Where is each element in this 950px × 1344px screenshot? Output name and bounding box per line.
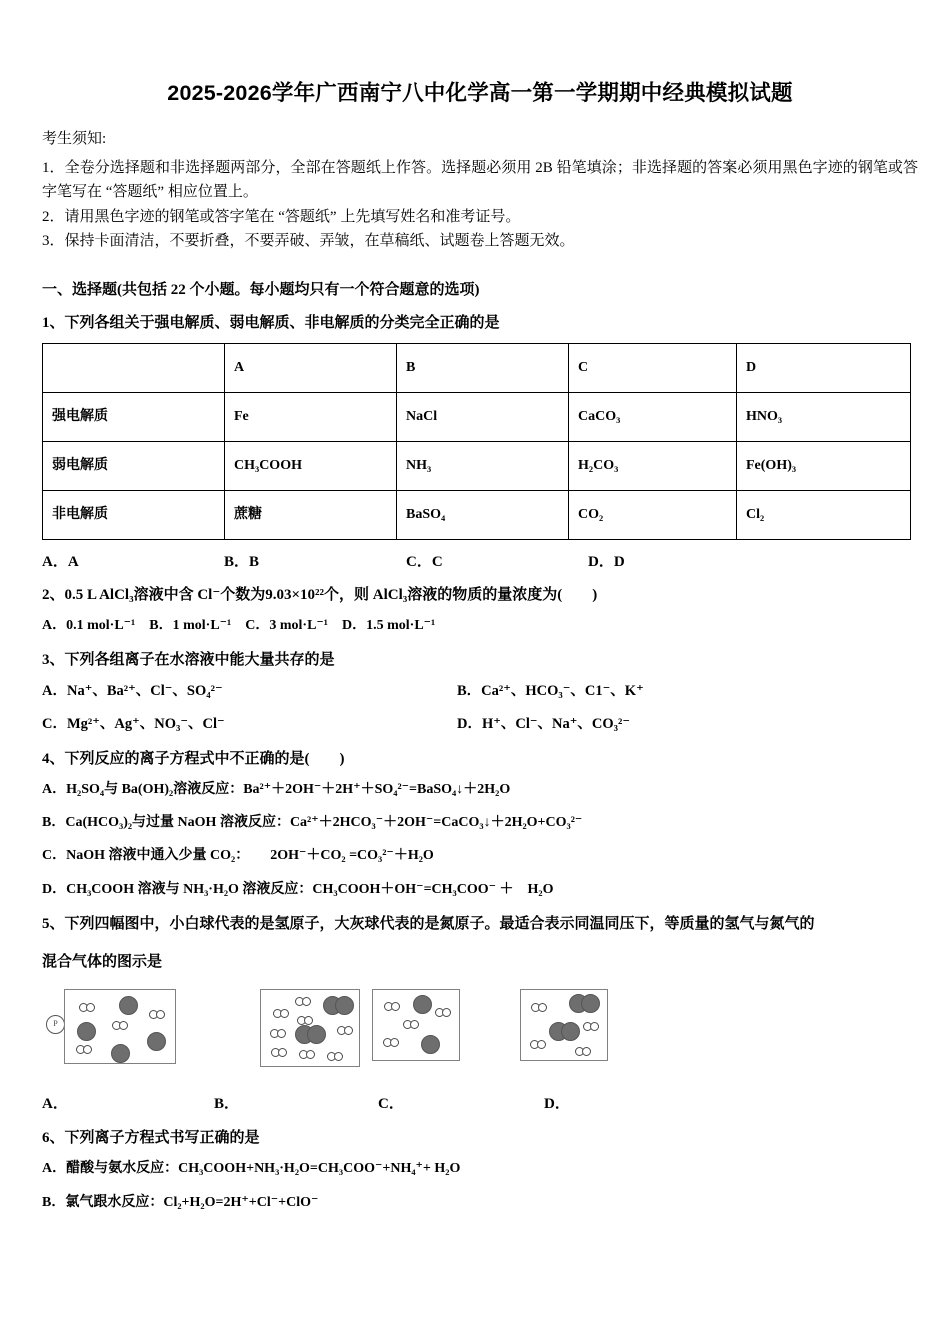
- table-row: [43, 490, 911, 539]
- cell-weak-d: Fe(OH)₃: [737, 441, 911, 490]
- question-1-option-a[interactable]: A．A: [42, 553, 79, 570]
- question-1-option-b[interactable]: B．B: [224, 553, 260, 570]
- table-header-cell-0: [43, 343, 225, 392]
- question-5-option-b[interactable]: B．: [214, 1096, 240, 1113]
- question-1-option-c[interactable]: C．C: [406, 553, 443, 570]
- hydrogen-molecule: [79, 1003, 95, 1012]
- question-5-option-labels: [42, 1092, 918, 1118]
- notice-heading: 考生须知:: [42, 130, 107, 147]
- cell-weak-b: NH₃: [397, 441, 569, 490]
- table-header-cell-c: C: [569, 343, 737, 392]
- table-header-cell-b: B: [397, 343, 569, 392]
- cell-non-a: 蔗糖: [225, 490, 397, 539]
- question-1-options: [42, 550, 918, 571]
- question-3-options-row-1: [42, 680, 918, 703]
- notice-item-3: 3．保持卡面清洁，不要折叠，不要弄破、弄皱，在草稿纸、试题卷上答题无效。: [42, 233, 575, 250]
- question-1-option-d[interactable]: D．D: [588, 553, 625, 570]
- page-title: 2025-2026学年广西南宁八中化学高一第一学期期中经典模拟试题: [167, 81, 793, 105]
- cell-weak-c: H₂CO₃: [569, 441, 737, 490]
- nitrogen-atom: [421, 1035, 440, 1054]
- hydrogen-molecule: [149, 1010, 165, 1019]
- question-5-stem-line-2: 混合气体的图示是: [42, 954, 163, 971]
- nitrogen-atom: [77, 1022, 96, 1041]
- cell-non-d: Cl₂: [737, 490, 911, 539]
- hydrogen-molecule: [297, 1016, 313, 1025]
- nitrogen-atom: [335, 996, 354, 1015]
- question-5-figure-row: [42, 984, 918, 1088]
- nitrogen-atom: [119, 996, 138, 1015]
- row-label-strong-electrolyte: 强电解质: [43, 392, 225, 441]
- row-label-non-electrolyte: 非电解质: [43, 490, 225, 539]
- question-5-option-c[interactable]: C．: [378, 1096, 404, 1113]
- table-row: [43, 441, 911, 490]
- table-row: [43, 343, 911, 392]
- hydrogen-molecule: [583, 1022, 599, 1031]
- question-6-option-b[interactable]: B．氯气跟水反应：Cl₂+H₂O=2H⁺+Cl⁻+ClO⁻: [42, 1194, 319, 1210]
- question-4-option-b[interactable]: B．Ca(HCO₃)₂与过量 NaOH 溶液反应：Ca²⁺＋2HCO₃⁻＋2OH⁻=CaCO₃↓＋2H₂O+CO₃²⁻: [42, 815, 583, 831]
- nitrogen-atom: [581, 994, 600, 1013]
- cell-non-b: BaSO₄: [397, 490, 569, 539]
- question-3-option-d[interactable]: D．H⁺、Cl⁻、Na⁺、CO₃²⁻: [457, 716, 631, 733]
- nitrogen-atom: [147, 1032, 166, 1051]
- electrolyte-classification-table: [42, 343, 911, 540]
- cell-strong-d: HNO₃: [737, 392, 911, 441]
- question-3-option-a[interactable]: A．Na⁺、Ba²⁺、Cl⁻、SO₄²⁻: [42, 683, 223, 700]
- hydrogen-molecule: [531, 1003, 547, 1012]
- question-4-option-d[interactable]: D．CH₃COOH 溶液与 NH₃·H₂O 溶液反应：CH₃COOH＋OH⁻=CH₃COO⁻ ＋ H₂O: [42, 881, 554, 897]
- question-1-stem: 1、下列各组关于强电解质、弱电解质、非电解质的分类完全正确的是: [42, 314, 500, 331]
- hydrogen-molecule: [299, 1050, 315, 1059]
- page-content: [42, 80, 918, 1225]
- table-row: [43, 392, 911, 441]
- hydrogen-molecule: [383, 1038, 399, 1047]
- molecule-box-c: [372, 989, 460, 1061]
- question-5-stem-line-1: 5、下列四幅图中，小白球代表的是氢原子，大灰球代表的是氮原子。最适合表示同温同压下，等质量的氢气与氮气的: [42, 916, 815, 933]
- hydrogen-molecule: [112, 1021, 128, 1030]
- hydrogen-molecule: [327, 1052, 343, 1061]
- notice-item-1: 1．全卷分选择题和非选择题两部分，全部在答题纸上作答。选择题必须用 2B 铅笔填涂；非选择题的答案必须用黑色字迹的钢笔或答字笔写在 “答题纸” 相应位置上。: [42, 160, 918, 201]
- molecule-box-b: [260, 989, 360, 1067]
- hydrogen-molecule: [271, 1048, 287, 1057]
- cell-weak-a: CH₃COOH: [225, 441, 397, 490]
- hydrogen-molecule: [530, 1040, 546, 1049]
- question-4-option-a[interactable]: A．H₂SO₄与 Ba(OH)₂溶液反应：Ba²⁺＋2OH⁻＋2H⁺＋SO₄²⁻=BaSO₄↓＋2H₂O: [42, 781, 511, 797]
- notice-item-2: 2．请用黑色字迹的钢笔或答字笔在 “答题纸” 上先填写姓名和准考证号。: [42, 208, 521, 225]
- cell-strong-c: CaCO₃: [569, 392, 737, 441]
- candidate-notice: [42, 128, 918, 253]
- molecule-box-d: [520, 989, 608, 1061]
- question-6-stem: 6、下列离子方程式书写正确的是: [42, 1130, 260, 1147]
- hydrogen-molecule: [403, 1020, 419, 1029]
- nitrogen-atom: [413, 995, 432, 1014]
- question-2-stem: 2、0.5 L AlCl₃溶液中含 Cl⁻个数为9.03×10²²个，则 AlCl₃溶液的物质的量浓度为( ): [42, 586, 598, 603]
- nitrogen-atom: [111, 1044, 130, 1063]
- hydrogen-molecule: [273, 1009, 289, 1018]
- question-3-option-b[interactable]: B．Ca²⁺、HCO₃⁻、C1⁻、K⁺: [457, 683, 644, 700]
- question-4-option-c[interactable]: C．NaOH 溶液中通入少量 CO₂： 2OH⁻＋CO₂ =CO₃²⁻＋H₂O: [42, 848, 434, 864]
- figure-marker-icon: P: [46, 1015, 65, 1034]
- cell-strong-b: NaCl: [397, 392, 569, 441]
- hydrogen-molecule: [435, 1008, 451, 1017]
- question-6-option-a[interactable]: A．醋酸与氨水反应：CH₃COOH+NH₃·H₂O=CH₃COO⁻+NH₄⁺+ H₂O: [42, 1161, 461, 1177]
- hydrogen-molecule: [575, 1047, 591, 1056]
- hydrogen-molecule: [384, 1002, 400, 1011]
- section-heading-multiple-choice: 一、选择题(共包括 22 个小题。每小题均只有一个符合题意的选项): [42, 282, 480, 299]
- cell-non-c: CO₂: [569, 490, 737, 539]
- question-5-option-d[interactable]: D．: [544, 1096, 570, 1113]
- hydrogen-molecule: [76, 1045, 92, 1054]
- hydrogen-molecule: [337, 1026, 353, 1035]
- question-3-options-row-2: [42, 713, 918, 736]
- question-3-stem: 3、下列各组离子在水溶液中能大量共存的是: [42, 652, 335, 669]
- table-header-cell-d: D: [737, 343, 911, 392]
- cell-strong-a: Fe: [225, 392, 397, 441]
- nitrogen-atom: [561, 1022, 580, 1041]
- question-2-options[interactable]: A．0.1 mol·L⁻¹ B．1 mol·L⁻¹ C．3 mol·L⁻¹ D．1.5 mol·L⁻¹: [42, 617, 436, 633]
- table-header-cell-a: A: [225, 343, 397, 392]
- question-5-option-a[interactable]: A．: [42, 1096, 68, 1113]
- nitrogen-atom: [307, 1025, 326, 1044]
- question-3-option-c[interactable]: C．Mg²⁺、Ag⁺、NO₃⁻、Cl⁻: [42, 716, 225, 733]
- hydrogen-molecule: [270, 1029, 286, 1038]
- molecule-box-a: [64, 989, 176, 1064]
- row-label-weak-electrolyte: 弱电解质: [43, 441, 225, 490]
- hydrogen-molecule: [295, 997, 311, 1006]
- question-4-stem: 4、下列反应的离子方程式中不正确的是( ): [42, 750, 345, 767]
